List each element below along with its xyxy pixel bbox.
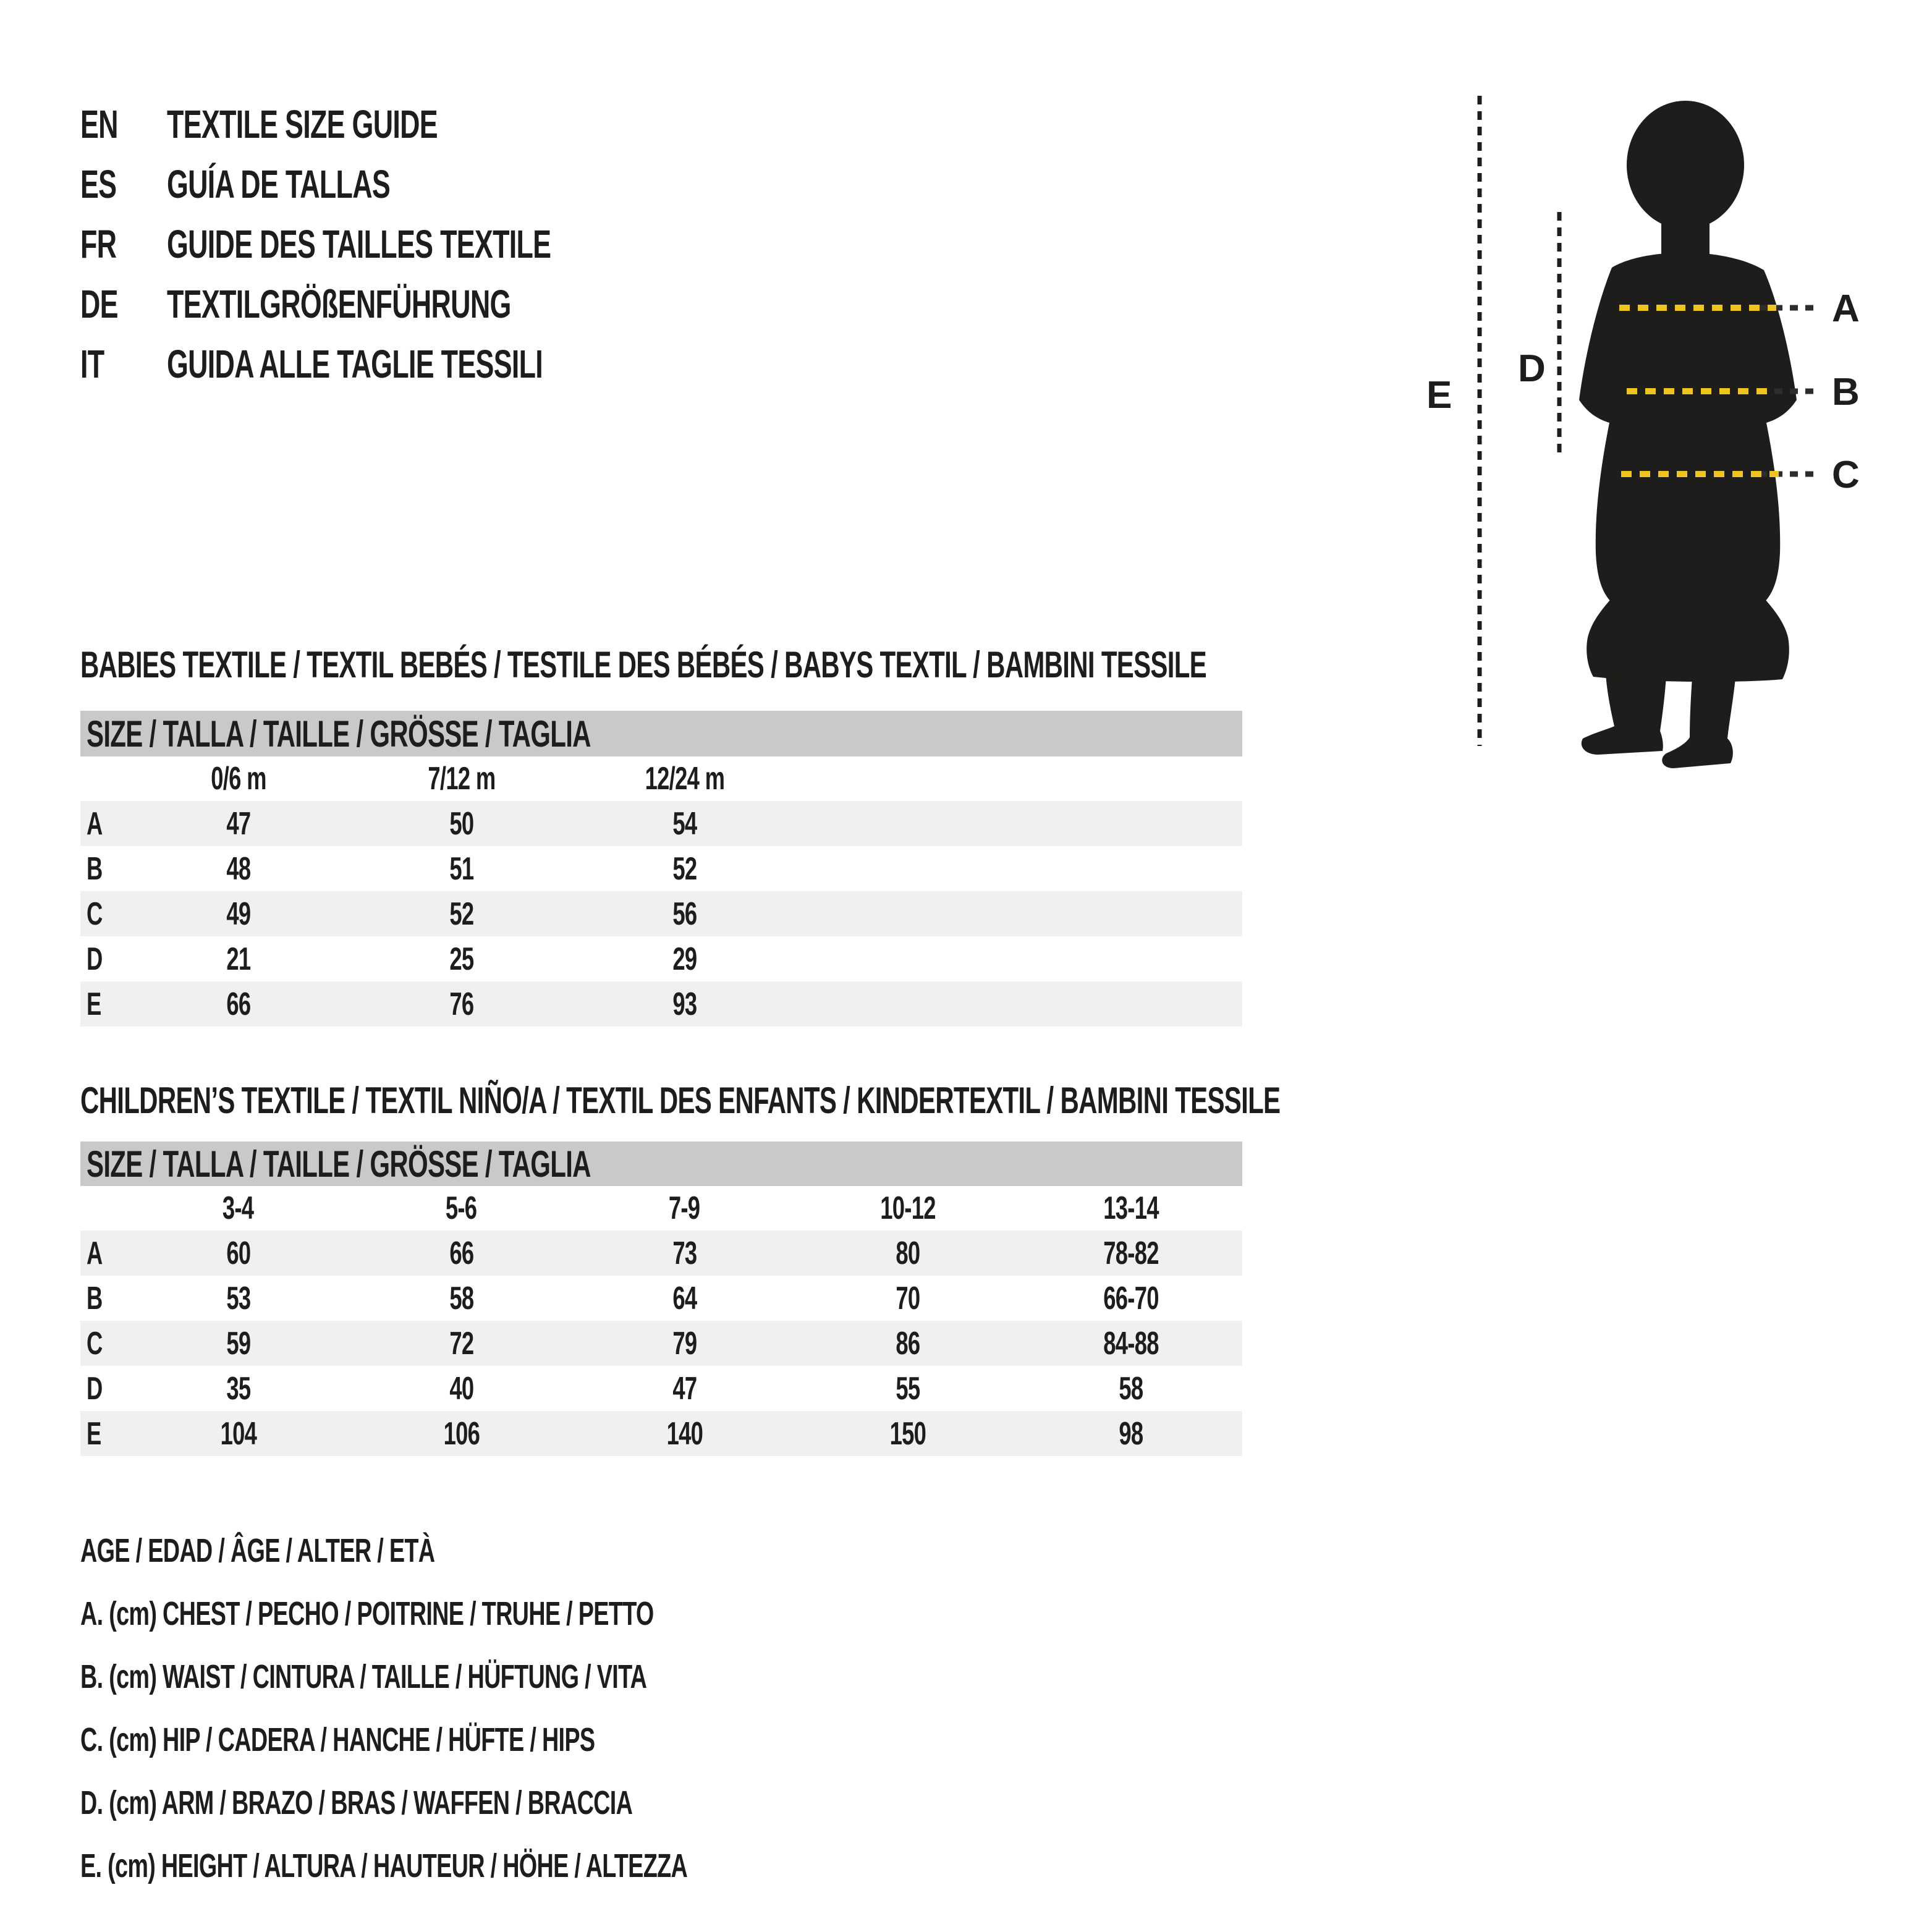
row-label: B xyxy=(87,850,103,887)
table-cell: 84-88 xyxy=(1103,1325,1159,1362)
lang-row-de xyxy=(80,274,716,334)
table-cell: 58 xyxy=(1118,1370,1143,1407)
lang-title: TEXTILGRÖßENFÜHRUNG xyxy=(167,281,511,326)
legend-hip-line: C. (cm) HIP / CADERA / HANCHE / HÜFTE / HIPS xyxy=(80,1721,595,1758)
lang-row-it xyxy=(80,334,716,394)
table-cell: 72 xyxy=(449,1325,474,1362)
column-header: 13-14 xyxy=(1103,1190,1159,1226)
table-cell: 55 xyxy=(895,1370,920,1407)
table-cell: 80 xyxy=(895,1235,920,1271)
lang-code: FR xyxy=(80,221,117,266)
table-cell: 59 xyxy=(226,1325,251,1362)
table-cell: 50 xyxy=(449,805,474,842)
silhouette-left-leg xyxy=(1582,674,1666,755)
table-cell: 78-82 xyxy=(1103,1235,1159,1271)
figure-label-a: A xyxy=(1832,287,1860,330)
column-header: 3-4 xyxy=(222,1190,254,1226)
lang-code: IT xyxy=(80,341,104,386)
figure-label-c: C xyxy=(1832,454,1860,496)
table-cell: 40 xyxy=(449,1370,474,1407)
table-cell: 64 xyxy=(672,1280,697,1316)
lang-row-fr xyxy=(80,214,716,274)
measurement-legend xyxy=(80,1519,947,1897)
lang-row-es xyxy=(80,154,716,214)
table-cell: 53 xyxy=(226,1280,251,1316)
lang-code: ES xyxy=(80,161,117,206)
row-label: A xyxy=(87,805,103,842)
child-silhouette-icon xyxy=(1579,101,1797,768)
children-size-header-bar: SIZE / TALLA / TAILLE / GRÖSSE / TAGLIA xyxy=(80,1142,1242,1186)
measurement-figure xyxy=(1388,59,1932,776)
children-table-section xyxy=(80,1078,1281,1456)
lang-title: GUIDA ALLE TAGLIE TESSILI xyxy=(167,341,543,386)
legend-height-line: E. (cm) HEIGHT / ALTURA / HAUTEUR / HÖHE / ALTEZZA xyxy=(80,1847,688,1884)
table-cell: 66 xyxy=(449,1235,474,1271)
table-cell: 150 xyxy=(889,1415,926,1452)
table-cell: 79 xyxy=(672,1325,697,1362)
table-cell: 93 xyxy=(672,986,697,1022)
table-cell: 140 xyxy=(666,1415,703,1452)
row-label: E xyxy=(87,986,101,1022)
silhouette-neck xyxy=(1661,207,1710,256)
lang-code: DE xyxy=(80,281,118,326)
table-cell: 56 xyxy=(672,896,697,932)
babies-size-header-bar: SIZE / TALLA / TAILLE / GRÖSSE / TAGLIA xyxy=(80,711,1242,756)
table-cell: 106 xyxy=(443,1415,480,1452)
children-column-headers xyxy=(80,1186,1242,1231)
lang-title: TEXTILE SIZE GUIDE xyxy=(167,101,438,146)
table-cell: 52 xyxy=(449,896,474,932)
table-row xyxy=(80,1231,1242,1276)
table-cell: 29 xyxy=(672,941,697,977)
table-cell: 66 xyxy=(226,986,251,1022)
row-label: A xyxy=(87,1235,103,1271)
column-header: 7/12 m xyxy=(427,761,496,797)
column-header: 12/24 m xyxy=(645,761,724,797)
row-label: D xyxy=(87,941,103,977)
table-cell: 58 xyxy=(449,1280,474,1316)
silhouette-torso xyxy=(1579,253,1797,682)
babies-table-section xyxy=(80,643,1242,1027)
lang-title: GUÍA DE TALLAS xyxy=(167,161,391,206)
table-row xyxy=(80,1321,1242,1366)
table-cell: 104 xyxy=(220,1415,256,1452)
table-cell: 21 xyxy=(226,941,251,977)
table-row xyxy=(80,846,1242,891)
legend-waist-line: B. (cm) WAIST / CINTURA / TAILLE / HÜFTUNG / VITA xyxy=(80,1658,647,1695)
legend-chest-line: A. (cm) CHEST / PECHO / POITRINE / TRUHE / PETTO xyxy=(80,1595,654,1632)
figure-label-d: D xyxy=(1518,347,1546,390)
silhouette-right-leg xyxy=(1662,677,1735,768)
row-label: C xyxy=(87,896,103,932)
table-cell: 25 xyxy=(449,941,474,977)
measurement-figure-svg xyxy=(1388,59,1932,776)
table-row xyxy=(80,1276,1242,1321)
row-label: C xyxy=(87,1325,103,1362)
table-row xyxy=(80,981,1242,1027)
table-cell: 49 xyxy=(226,896,251,932)
table-cell: 60 xyxy=(226,1235,251,1271)
table-cell: 98 xyxy=(1118,1415,1143,1452)
table-cell: 47 xyxy=(226,805,251,842)
table-row xyxy=(80,1366,1242,1411)
table-cell: 52 xyxy=(672,850,697,887)
language-header xyxy=(80,94,716,394)
table-cell: 35 xyxy=(226,1370,251,1407)
babies-column-headers xyxy=(80,756,1242,801)
column-header: 10-12 xyxy=(879,1190,936,1226)
table-row xyxy=(80,1411,1242,1456)
row-label: E xyxy=(87,1415,101,1452)
table-cell: 76 xyxy=(449,986,474,1022)
figure-label-b: B xyxy=(1832,371,1860,413)
table-cell: 54 xyxy=(672,805,697,842)
lang-code: EN xyxy=(80,101,118,146)
table-row xyxy=(80,891,1242,936)
column-header: 5-6 xyxy=(446,1190,477,1226)
legend-arm-line: D. (cm) ARM / BRAZO / BRAS / WAFFEN / BRACCIA xyxy=(80,1784,633,1821)
table-cell: 70 xyxy=(895,1280,920,1316)
table-cell: 66-70 xyxy=(1103,1280,1159,1316)
table-cell: 48 xyxy=(226,850,251,887)
children-table-title: CHILDREN’S TEXTILE / TEXTIL NIÑO/A / TEXTIL DES ENFANTS / KINDERTEXTIL / BAMBINI TESSILE xyxy=(80,1079,1281,1121)
lang-title: GUIDE DES TAILLES TEXTILE xyxy=(167,221,551,266)
babies-table-body xyxy=(80,801,1242,1027)
column-header: 7-9 xyxy=(669,1190,700,1226)
table-cell: 47 xyxy=(672,1370,697,1407)
babies-table-title: BABIES TEXTILE / TEXTIL BEBÉS / TESTILE DES BÉBÉS / BABYS TEXTIL / BAMBINI TESSILE xyxy=(80,643,1206,685)
table-cell: 86 xyxy=(895,1325,920,1362)
figure-label-e: E xyxy=(1426,374,1452,417)
legend-age-line: AGE / EDAD / ÂGE / ALTER / ETÀ xyxy=(80,1532,435,1569)
table-cell: 51 xyxy=(449,850,474,887)
table-cell: 73 xyxy=(672,1235,697,1271)
children-table-body xyxy=(80,1231,1242,1456)
row-label: D xyxy=(87,1370,103,1407)
column-header: 0/6 m xyxy=(210,761,266,797)
row-label: B xyxy=(87,1280,103,1316)
table-row xyxy=(80,801,1242,846)
lang-row-en xyxy=(80,94,716,154)
table-row xyxy=(80,936,1242,981)
